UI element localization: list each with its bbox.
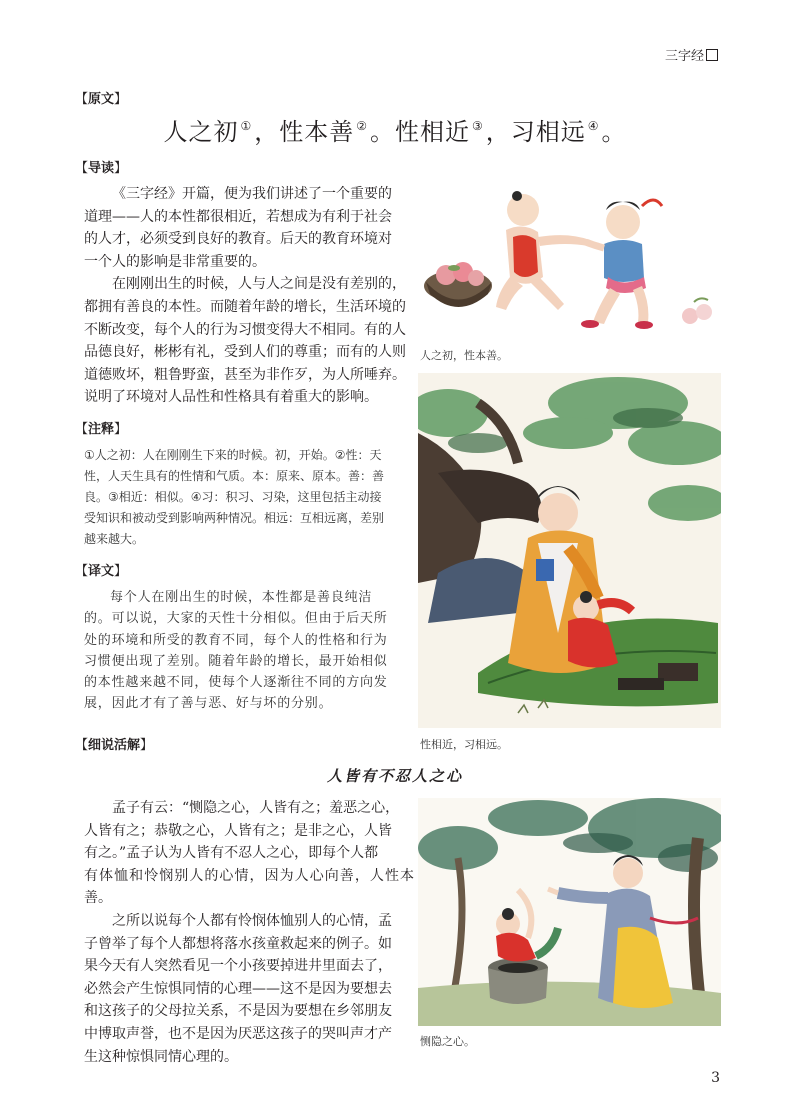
notes-text: ①人之初：人在刚刚生下来的时候。初，开始。②性：天 性，人天生具有的性情和气质。本：原来、原本。善：善 良。③相近：相似。④习：积习、习染，这里包括主动接 受知识和被动受到影响两种情况。相远：互相远离，差别 越来越大。 [84,448,385,546]
illustration-well-rescue [418,798,721,1026]
classic-verse: 人之初 ①，性本善 ②。性相近 ③，习相远 ④。 [163,118,627,146]
caption-img1: 人之初，性本善。 [420,349,508,362]
label-translation: 【译文】 [75,564,128,579]
guide-text: 《三字经》开篇，便为我们讲述了一个重要的 道理——人的本性都很相近，若想成为有利于社会 的人才，必须受到良好的教育。后天的教育环境对 一个人的影响是非常重要的。 在刚刚出生的时候，人与人之间是没有差别的， 都拥有善良的本性。而随着年龄的增长，生活环境的 不断改变，每个人的行为习惯变得大不相同。有的人 品德良好，彬彬有礼，受到人们的尊重；而有的人则 道德败坏，粗鲁野蛮，甚至为非作歹，为人所唾弃。 说明了环境对人品性和性格具有着重大的影响。 [84,186,406,406]
illustration-children [418,182,721,342]
page-number: 3 [711,1070,720,1086]
label-notes: 【注释】 [75,422,128,437]
section-title: 人皆有不忍人之心 [326,767,463,785]
translation-text: 每个人在刚出生的时候，本性都是善良纯洁 的。可以说，大家的天性十分相似。但由于后天所 处的环境和所受的教育不同，每个人的性格和行为 习惯便出现了差别。随着年龄的增长，最开始相似 的本性越来越不同，使每个人逐渐往不同的方向发 展，因此才有了善与恶、好与坏的分别。 [84,590,388,712]
caption-img2: 性相近，习相远。 [420,738,508,751]
label-guide: 【导读】 [75,161,128,176]
running-head: 三字经 [665,45,718,64]
square-mark-icon [706,49,718,61]
explain-text: 孟子有云：“恻隐之心，人皆有之；羞恶之心， 人皆有之；恭敬之心，人皆有之；是非之心，人皆 有之。”孟子认为人皆有不忍人之心，即每个人都 有体恤和怜悯别人的心情，因为人心向善，人性本善。 之所以说每个人都有怜悯体恤别人的心情，孟 子曾举了每个人都想将落水孩童救起来的例子。如 果今天有人突然看见一个小孩要掉进井里面去了， 必然会产生惊惧同情的心理——这不是因为要想去 和这孩子的父母拉关系，不是因为要想在乡邻朋友 中博取声誉，也不是因为厌恶这孩子的哭叫声才产 生这种惊惧同情心理的。 [84,800,414,1065]
label-explain: 【细说活解】 [75,738,154,753]
label-original: 【原文】 [75,92,128,107]
illustration-scholar-child [418,373,721,728]
caption-img3: 恻隐之心。 [420,1035,475,1048]
